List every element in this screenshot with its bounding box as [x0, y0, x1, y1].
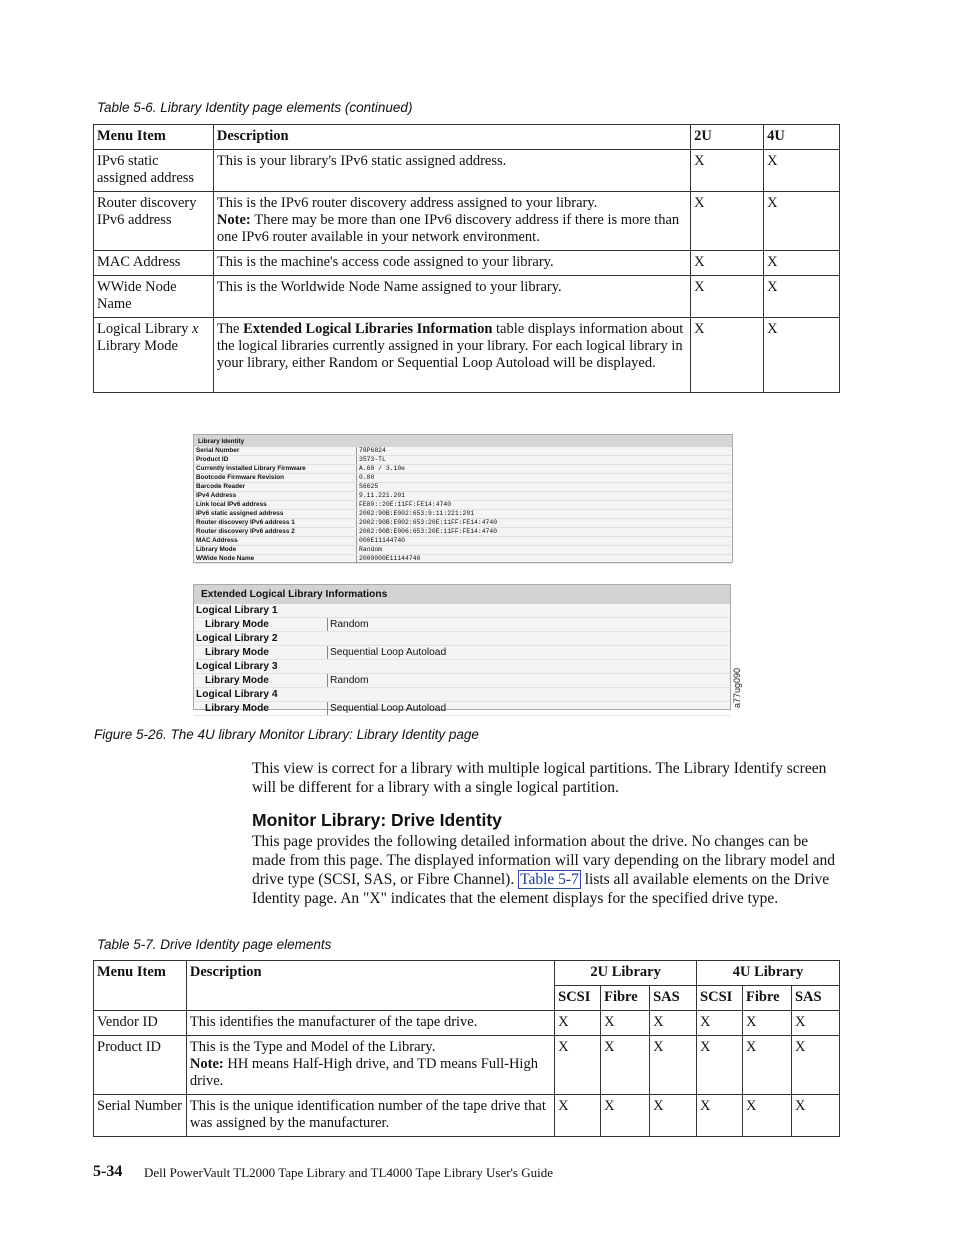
- table-row: [94, 318, 840, 393]
- note-text: There may be more than one IPv6 discovery address if there is more than one IPv6 router available in your network environment.: [216, 212, 680, 245]
- section-heading: Monitor Library: Drive Identity: [252, 810, 502, 830]
- identity-rows: [194, 447, 732, 564]
- table-row: [94, 276, 840, 318]
- identity-row: [194, 465, 732, 474]
- identity-field-value: 9.11.221.201: [356, 492, 405, 500]
- library-mode-row: [194, 618, 730, 632]
- table-row: [94, 150, 840, 192]
- identity-field-label: Product ID: [196, 456, 229, 463]
- library-mode-value: Random: [327, 618, 369, 631]
- identity-field-label: Currently Installed Library Firmware: [196, 465, 306, 472]
- column-subheader: SCSI: [697, 986, 743, 1011]
- mark-cell: X: [743, 1095, 792, 1137]
- table-5-7-link[interactable]: Table 5-7: [520, 871, 579, 888]
- mark-cell: X: [791, 1036, 839, 1095]
- screenshot-title: Library Identity: [194, 435, 732, 447]
- description-post: table displays information about the logical libraries currently assigned in your library. For each logical library in your library, either Random or Sequential Loop Autoload will be displayed.: [216, 321, 684, 371]
- column-subheader: SCSI: [555, 986, 601, 1011]
- description-cell: [213, 192, 690, 251]
- identity-row: [194, 510, 732, 519]
- identity-row: [194, 546, 732, 555]
- note-label: Note:: [189, 1056, 224, 1072]
- logical-library-name: Logical Library 3: [196, 661, 278, 672]
- identity-field-label: IPv6 static assigned address: [196, 510, 284, 517]
- mark-cell: X: [601, 1036, 650, 1095]
- table-5-7-caption: Table 5-7. Drive Identity page elements: [97, 937, 332, 952]
- library-mode-row: [194, 674, 730, 688]
- column-group-header: 2U Library: [555, 961, 697, 986]
- library-mode-value: Sequential Loop Autoload: [327, 646, 446, 659]
- mark-cell: X: [691, 192, 764, 251]
- identity-row: [194, 537, 732, 546]
- note-label: Note:: [216, 212, 251, 228]
- menu-item-cell: Serial Number: [94, 1095, 187, 1137]
- figure-caption: Figure 5-26. The 4U library Monitor Library: Library Identity page: [94, 727, 479, 742]
- library-mode-row: [194, 702, 730, 716]
- mark-cell: X: [743, 1036, 792, 1095]
- menu-item-suffix: Library Mode: [97, 338, 178, 354]
- library-mode-value: Random: [327, 674, 369, 687]
- identity-field-label: Router discovery IPv6 address 1: [196, 519, 295, 526]
- figure-id: a77ug090: [732, 667, 742, 708]
- figure-id-label: [724, 666, 754, 712]
- library-mode-value: Sequential Loop Autoload: [327, 702, 446, 715]
- mark-cell: X: [691, 276, 764, 318]
- mark-cell: X: [764, 150, 840, 192]
- library-mode-label: Library Mode: [205, 675, 269, 686]
- section-text-before: This page provides the following detailed information about the drive. No changes can be made from this page. The displayed information will vary depending on the library model and drive type (SCSI, SAS, or Fibre Channel).: [252, 833, 835, 888]
- identity-row: [194, 555, 732, 564]
- menu-item-variable: x: [192, 321, 199, 337]
- page-number: 5-34: [93, 1163, 123, 1180]
- table-row: [94, 192, 840, 251]
- screenshot-title: Extended Logical Library Informations: [194, 585, 730, 604]
- column-subheader: SAS: [791, 986, 839, 1011]
- description-cell: This is your library's IPv6 static assigned address.: [213, 150, 690, 192]
- logical-library-name: Logical Library 1: [196, 605, 278, 616]
- identity-field-label: Library Mode: [196, 546, 237, 553]
- mark-cell: X: [697, 1011, 743, 1036]
- column-header: 2U: [691, 125, 764, 150]
- description-cell: This identifies the manufacturer of the tape drive.: [186, 1011, 554, 1036]
- section-text-after: lists all available elements on the Drive Identity page. An "X" indicates that the element displays for the specified drive type.: [252, 871, 830, 907]
- logical-library-name: Logical Library 4: [196, 689, 278, 700]
- column-subheader: SAS: [650, 986, 697, 1011]
- library-mode-row: [194, 646, 730, 660]
- identity-row: [194, 474, 732, 483]
- library-mode-label: Library Mode: [205, 703, 269, 714]
- identity-row: [194, 519, 732, 528]
- mark-cell: X: [764, 192, 840, 251]
- identity-field-label: WWide Node Name: [196, 555, 255, 562]
- identity-field-value: 78P6824: [356, 447, 386, 455]
- column-group-header: 4U Library: [697, 961, 840, 986]
- identity-field-value: 0.80: [356, 474, 374, 482]
- description-pre: The: [216, 321, 240, 337]
- identity-row: [194, 501, 732, 510]
- menu-item-cell: Product ID: [94, 1036, 187, 1095]
- identity-field-value: 3573-TL: [356, 456, 386, 464]
- menu-item-prefix: Logical Library: [97, 321, 189, 337]
- mark-cell: X: [555, 1095, 601, 1137]
- description-bold: Extended Logical Libraries Information: [243, 321, 493, 337]
- column-header: Menu Item: [94, 125, 214, 150]
- mark-cell: X: [791, 1011, 839, 1036]
- mark-cell: X: [650, 1011, 697, 1036]
- description-cell: This is the machine's access code assigned to your library.: [213, 251, 690, 276]
- logical-rows: [194, 604, 730, 716]
- menu-item-cell: Router discovery IPv6 address: [94, 192, 214, 251]
- identity-field-value: Random: [356, 546, 382, 554]
- identity-row: [194, 528, 732, 537]
- table-row: [94, 1011, 840, 1036]
- identity-field-value: FE80::20E:11FF:FE14:4740: [356, 501, 451, 509]
- mark-cell: X: [764, 251, 840, 276]
- mark-cell: X: [555, 1036, 601, 1095]
- library-mode-label: Library Mode: [205, 619, 269, 630]
- column-subheader: Fibre: [743, 986, 792, 1011]
- identity-field-label: IPv4 Address: [196, 492, 237, 499]
- library-identity-screenshot: [193, 434, 733, 563]
- identity-row: [194, 483, 732, 492]
- identity-row: [194, 492, 732, 501]
- mark-cell: X: [743, 1011, 792, 1036]
- description-text: This is the IPv6 router discovery address assigned to your library.: [216, 195, 598, 211]
- section-paragraph: [252, 832, 842, 908]
- table-row: [94, 1095, 840, 1137]
- mark-cell: X: [691, 150, 764, 192]
- logical-library-row: [194, 604, 730, 618]
- menu-item-cell: Vendor ID: [94, 1011, 187, 1036]
- table-5-6: [93, 124, 840, 393]
- identity-row: [194, 456, 732, 465]
- mark-cell: X: [791, 1095, 839, 1137]
- logical-library-row: [194, 660, 730, 674]
- identity-field-label: Serial Number: [196, 447, 240, 454]
- mark-cell: X: [697, 1036, 743, 1095]
- mark-cell: X: [691, 251, 764, 276]
- mark-cell: X: [764, 318, 840, 393]
- mark-cell: X: [601, 1011, 650, 1036]
- identity-field-value: 000E11144740: [356, 537, 405, 545]
- menu-item-cell: WWide Node Name: [94, 276, 214, 318]
- mark-cell: X: [555, 1011, 601, 1036]
- identity-field-value: 2000000E11144740: [356, 555, 420, 563]
- identity-field-label: Barcode Reader: [196, 483, 246, 490]
- identity-field-value: S6625: [356, 483, 378, 491]
- column-header: 4U: [764, 125, 840, 150]
- column-header: Description: [186, 961, 554, 1011]
- logical-library-row: [194, 632, 730, 646]
- description-cell: This is the unique identification number of the tape drive that was assigned by the manufacturer.: [186, 1095, 554, 1137]
- mark-cell: X: [764, 276, 840, 318]
- menu-item-cell: IPv6 static assigned address: [94, 150, 214, 192]
- note-text: HH means Half-High drive, and TD means Full-High drive.: [189, 1056, 538, 1089]
- menu-item-cell: MAC Address: [94, 251, 214, 276]
- intro-paragraph: This view is correct for a library with multiple logical partitions. The Library Identify screen will be different for a library with a single logical partition.: [252, 760, 827, 796]
- table-row: [94, 1036, 840, 1095]
- table-5-6-caption: Table 5-6. Library Identity page elements (continued): [97, 100, 413, 115]
- identity-field-label: Bootcode Firmware Revision: [196, 474, 285, 481]
- description-cell: This is the Worldwide Node Name assigned to your library.: [213, 276, 690, 318]
- column-header: Description: [213, 125, 690, 150]
- column-subheader: Fibre: [601, 986, 650, 1011]
- table-row: [94, 251, 840, 276]
- mark-cell: X: [601, 1095, 650, 1137]
- table-header-row: [94, 125, 840, 150]
- logical-library-name: Logical Library 2: [196, 633, 278, 644]
- table-5-7: [93, 960, 840, 1137]
- column-header: Menu Item: [94, 961, 187, 1011]
- identity-field-value: 2002:90B:E002:653:9:11:221:201: [356, 510, 474, 518]
- mark-cell: X: [691, 318, 764, 393]
- logical-library-screenshot: [193, 584, 731, 714]
- mark-cell: X: [650, 1095, 697, 1137]
- footer-title: Dell PowerVault TL2000 Tape Library and TL4000 Tape Library User's Guide: [144, 1165, 553, 1180]
- identity-field-label: MAC Address: [196, 537, 238, 544]
- identity-field-value: 2002:90B:E006:653:20E:11FF:FE14:4740: [356, 528, 497, 536]
- library-mode-label: Library Mode: [205, 647, 269, 658]
- description-cell: [186, 1036, 554, 1095]
- description-text: This is the Type and Model of the Library.: [189, 1039, 436, 1055]
- identity-field-label: Router discovery IPv6 address 2: [196, 528, 295, 535]
- table-header-row: [94, 961, 840, 986]
- mark-cell: X: [697, 1095, 743, 1137]
- logical-library-row: [194, 688, 730, 702]
- mark-cell: X: [650, 1036, 697, 1095]
- identity-field-value: A.60 / 3.10e: [356, 465, 405, 473]
- menu-item-cell: [94, 318, 214, 393]
- identity-field-value: 2002:90B:E002:653:20E:11FF:FE14:4740: [356, 519, 497, 527]
- description-cell: [213, 318, 690, 393]
- identity-row: [194, 447, 732, 456]
- identity-field-label: Link local IPv6 address: [196, 501, 267, 508]
